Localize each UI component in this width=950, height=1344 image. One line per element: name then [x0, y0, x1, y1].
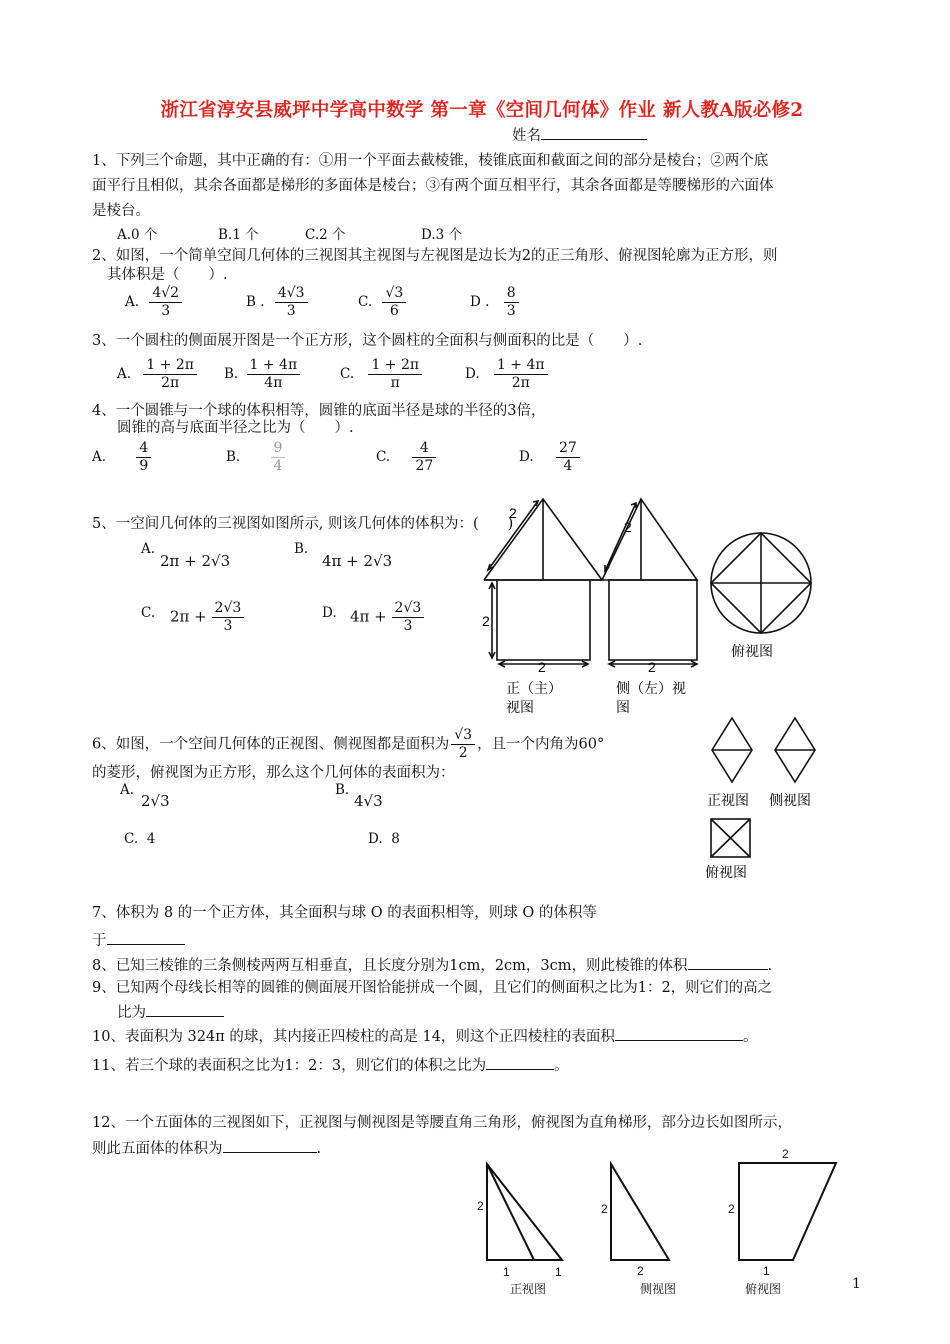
q5-three-view-figure: [472, 488, 822, 720]
q5-front-rect: [497, 580, 590, 660]
q2-option-c[interactable]: C. $\frac{√3}{6}$: [358, 285, 406, 320]
q1-line1: 1、下列三个命题，其中正确的有：①用一个平面去截棱锥，棱锥底面和截面之间的部分是棱台；②两个底: [92, 153, 769, 169]
q5-option-b-expr: 4π + 2√3: [322, 552, 393, 570]
q9-line1: 9、已知两个母线长相等的圆锥的侧面展开图恰能拼成一个圆，且它们的侧面积之比为1：2，则它们的高之: [92, 980, 773, 996]
q12-label: 1: [555, 1265, 562, 1279]
page-number: 1: [852, 1276, 861, 1292]
q12-front-triangle: [487, 1164, 562, 1260]
q5-line1: 5、一空间几何体的三视图如图所示, 则该几何体的体积为：( ): [92, 516, 514, 532]
q5-dim-label: 2: [648, 659, 656, 675]
q2-line2: 其体积是（ ）.: [107, 267, 228, 283]
q4-option-a[interactable]: A. $\frac{4}{9}$: [92, 440, 151, 475]
q5-dim-label: 2: [624, 519, 632, 535]
q2-option-a[interactable]: A. $\frac{4√2}{3}$: [125, 285, 182, 320]
q12-front-caption: 正视图: [510, 1282, 547, 1296]
q4-option-b[interactable]: B. $\frac{9}{4}$: [226, 440, 285, 475]
q7-line1: 7、体积为 8 的一个正方体，其全面积与球 O 的表面积相等，则球 O 的体积等: [92, 905, 597, 921]
q4-line1: 4、一个圆锥与一个球的体积相等，圆锥的底面半径是球的半径的3倍，: [92, 403, 546, 419]
q2-option-d[interactable]: D . $\frac{8}{3}$: [470, 285, 519, 320]
q4-line2: 圆锥的高与底面半径之比为（ ）.: [117, 420, 354, 436]
q12-label: 1: [763, 1264, 770, 1278]
q6-line2: 的菱形，俯视图为正方形，那么这个几何体的表面积为：: [92, 765, 455, 781]
q5-front-caption: 正（主）: [506, 680, 562, 696]
q3-option-b[interactable]: B. $\frac{1 + 4\pi}{4\pi}$: [224, 357, 300, 392]
q6-option-c[interactable]: C. 4: [124, 831, 156, 847]
page-title: 浙江省淳安县威坪中学高中数学 第一章《空间几何体》作业 新人教A版必修2: [160, 100, 804, 121]
q12-label: 2: [601, 1202, 608, 1216]
q1-option-b[interactable]: B.1 个: [218, 227, 259, 243]
q9-line2: 比为: [117, 1000, 224, 1025]
q4-option-d[interactable]: D. $\frac{27}{4}$: [519, 440, 580, 475]
name-field[interactable]: [512, 123, 647, 148]
q5-option-c[interactable]: C.: [141, 605, 156, 621]
q6-line1: 6、如图，一个空间几何体的正视图、侧视图都是面积为 $\frac{√3}{2}$ ，且一个内角为60°: [92, 727, 605, 761]
q2-line1: 2、如图，一个简单空间几何体的三视图其主视图与左视图是边长为2的正三角形、俯视图轮廓为正方形，则: [92, 248, 778, 264]
q6-option-a-label[interactable]: A.: [120, 782, 135, 798]
q8-answer-blank[interactable]: [688, 953, 768, 970]
q5-option-a-label[interactable]: A.: [141, 541, 156, 557]
q1-line3: 是棱台。: [92, 203, 150, 219]
q5-option-c-expr: 2π + $\frac{2√3}{3}$: [170, 600, 244, 635]
q12-side-triangle: [611, 1164, 669, 1260]
name-blank[interactable]: [541, 123, 647, 140]
q11-line: 11、若三个球的表面积之比为1：2：3，则它们的体积之比为 。: [92, 1053, 569, 1078]
q5-option-d[interactable]: D.: [322, 605, 337, 621]
q12-label: 2: [477, 1199, 484, 1213]
q6-three-view-figure: [700, 712, 830, 884]
q5-side-caption-2: 图: [616, 699, 630, 715]
q1-line2: 面平行且相似，其余各面都是梯形的多面体是棱台；③有两个面互相平行，其余各面都是等腰梯形的六面体: [92, 178, 774, 194]
q8-line: 8、已知三棱锥的三条侧棱两两互相垂直，且长度分别为1cm，2cm，3cm，则此棱锥的体积 .: [92, 953, 772, 978]
q4-option-c[interactable]: C. $\frac{4}{27}$: [376, 440, 436, 475]
q3-option-c[interactable]: C. $\frac{1 + 2\pi}{\pi}$: [340, 357, 422, 392]
q12-answer-blank[interactable]: [223, 1136, 317, 1153]
name-label: 姓名: [512, 128, 541, 144]
q5-dim-label: 2: [509, 505, 517, 521]
q5-side-triangle: [602, 499, 697, 580]
q9-answer-blank[interactable]: [146, 1000, 224, 1017]
q6-option-b-expr: 4√3: [354, 792, 383, 810]
q5-side-caption: 侧（左）视: [616, 680, 686, 696]
q6-front-caption: 正视图: [707, 792, 749, 808]
q3-option-a[interactable]: A. $\frac{1 + 2\pi}{2\pi}$: [117, 357, 197, 392]
q6-option-d[interactable]: D. 8: [368, 831, 400, 847]
q2-option-b[interactable]: B . $\frac{4√3}{3}$: [246, 285, 308, 320]
q6-option-a-expr: 2√3: [141, 792, 170, 810]
q12-label: 2: [782, 1147, 789, 1161]
q12-label: 2: [728, 1202, 735, 1216]
q1-option-d[interactable]: D.3 个: [421, 227, 463, 243]
q3-option-d[interactable]: D. $\frac{1 + 4\pi}{2\pi}$: [465, 357, 548, 392]
q10-answer-blank[interactable]: [615, 1024, 743, 1041]
q6-side-caption: 侧视图: [769, 792, 811, 808]
q5-dim-label: 2: [482, 613, 490, 629]
q3-line1: 3、一个圆柱的侧面展开图是一个正方形，这个圆柱的全面积与侧面积的比是（ ）.: [92, 333, 643, 349]
q6-top-caption: 俯视图: [705, 864, 747, 880]
q1-option-a[interactable]: A.0 个: [117, 227, 158, 243]
q5-dim-label: 2: [538, 659, 546, 675]
q12-three-view-figure: [470, 1146, 850, 1298]
q11-answer-blank[interactable]: [486, 1053, 554, 1070]
q5-option-d-expr: 4π + $\frac{2√3}{3}$: [350, 600, 424, 635]
q5-top-caption: 俯视图: [731, 643, 773, 659]
q5-side-rect: [609, 580, 697, 660]
q1-option-c[interactable]: C.2 个: [305, 227, 346, 243]
q12-label: 1: [503, 1265, 510, 1279]
q5-option-b-label[interactable]: B.: [294, 541, 309, 557]
q12-side-caption: 侧视图: [640, 1282, 677, 1296]
q12-line2: 则此五面体的体积为 .: [92, 1136, 321, 1161]
q12-label: 2: [637, 1264, 644, 1278]
q5-front-caption-2: 视图: [506, 699, 534, 715]
q7-answer-blank[interactable]: [107, 928, 185, 945]
q10-line: 10、表面积为 324π 的球，其内接正四棱柱的高是 14，则这个正四棱柱的表面积 。: [92, 1024, 757, 1049]
q7-line2: 于: [92, 928, 185, 953]
q6-option-b-label[interactable]: B.: [335, 782, 350, 798]
q5-option-a-expr: 2π + 2√3: [160, 552, 231, 570]
q12-top-trapezoid: [739, 1163, 836, 1260]
q12-line1: 12、一个五面体的三视图如下，正视图与侧视图是等腰直角三角形，俯视图为直角梯形，部分边长如图所示，: [92, 1115, 792, 1131]
q12-top-caption: 俯视图: [745, 1282, 782, 1296]
